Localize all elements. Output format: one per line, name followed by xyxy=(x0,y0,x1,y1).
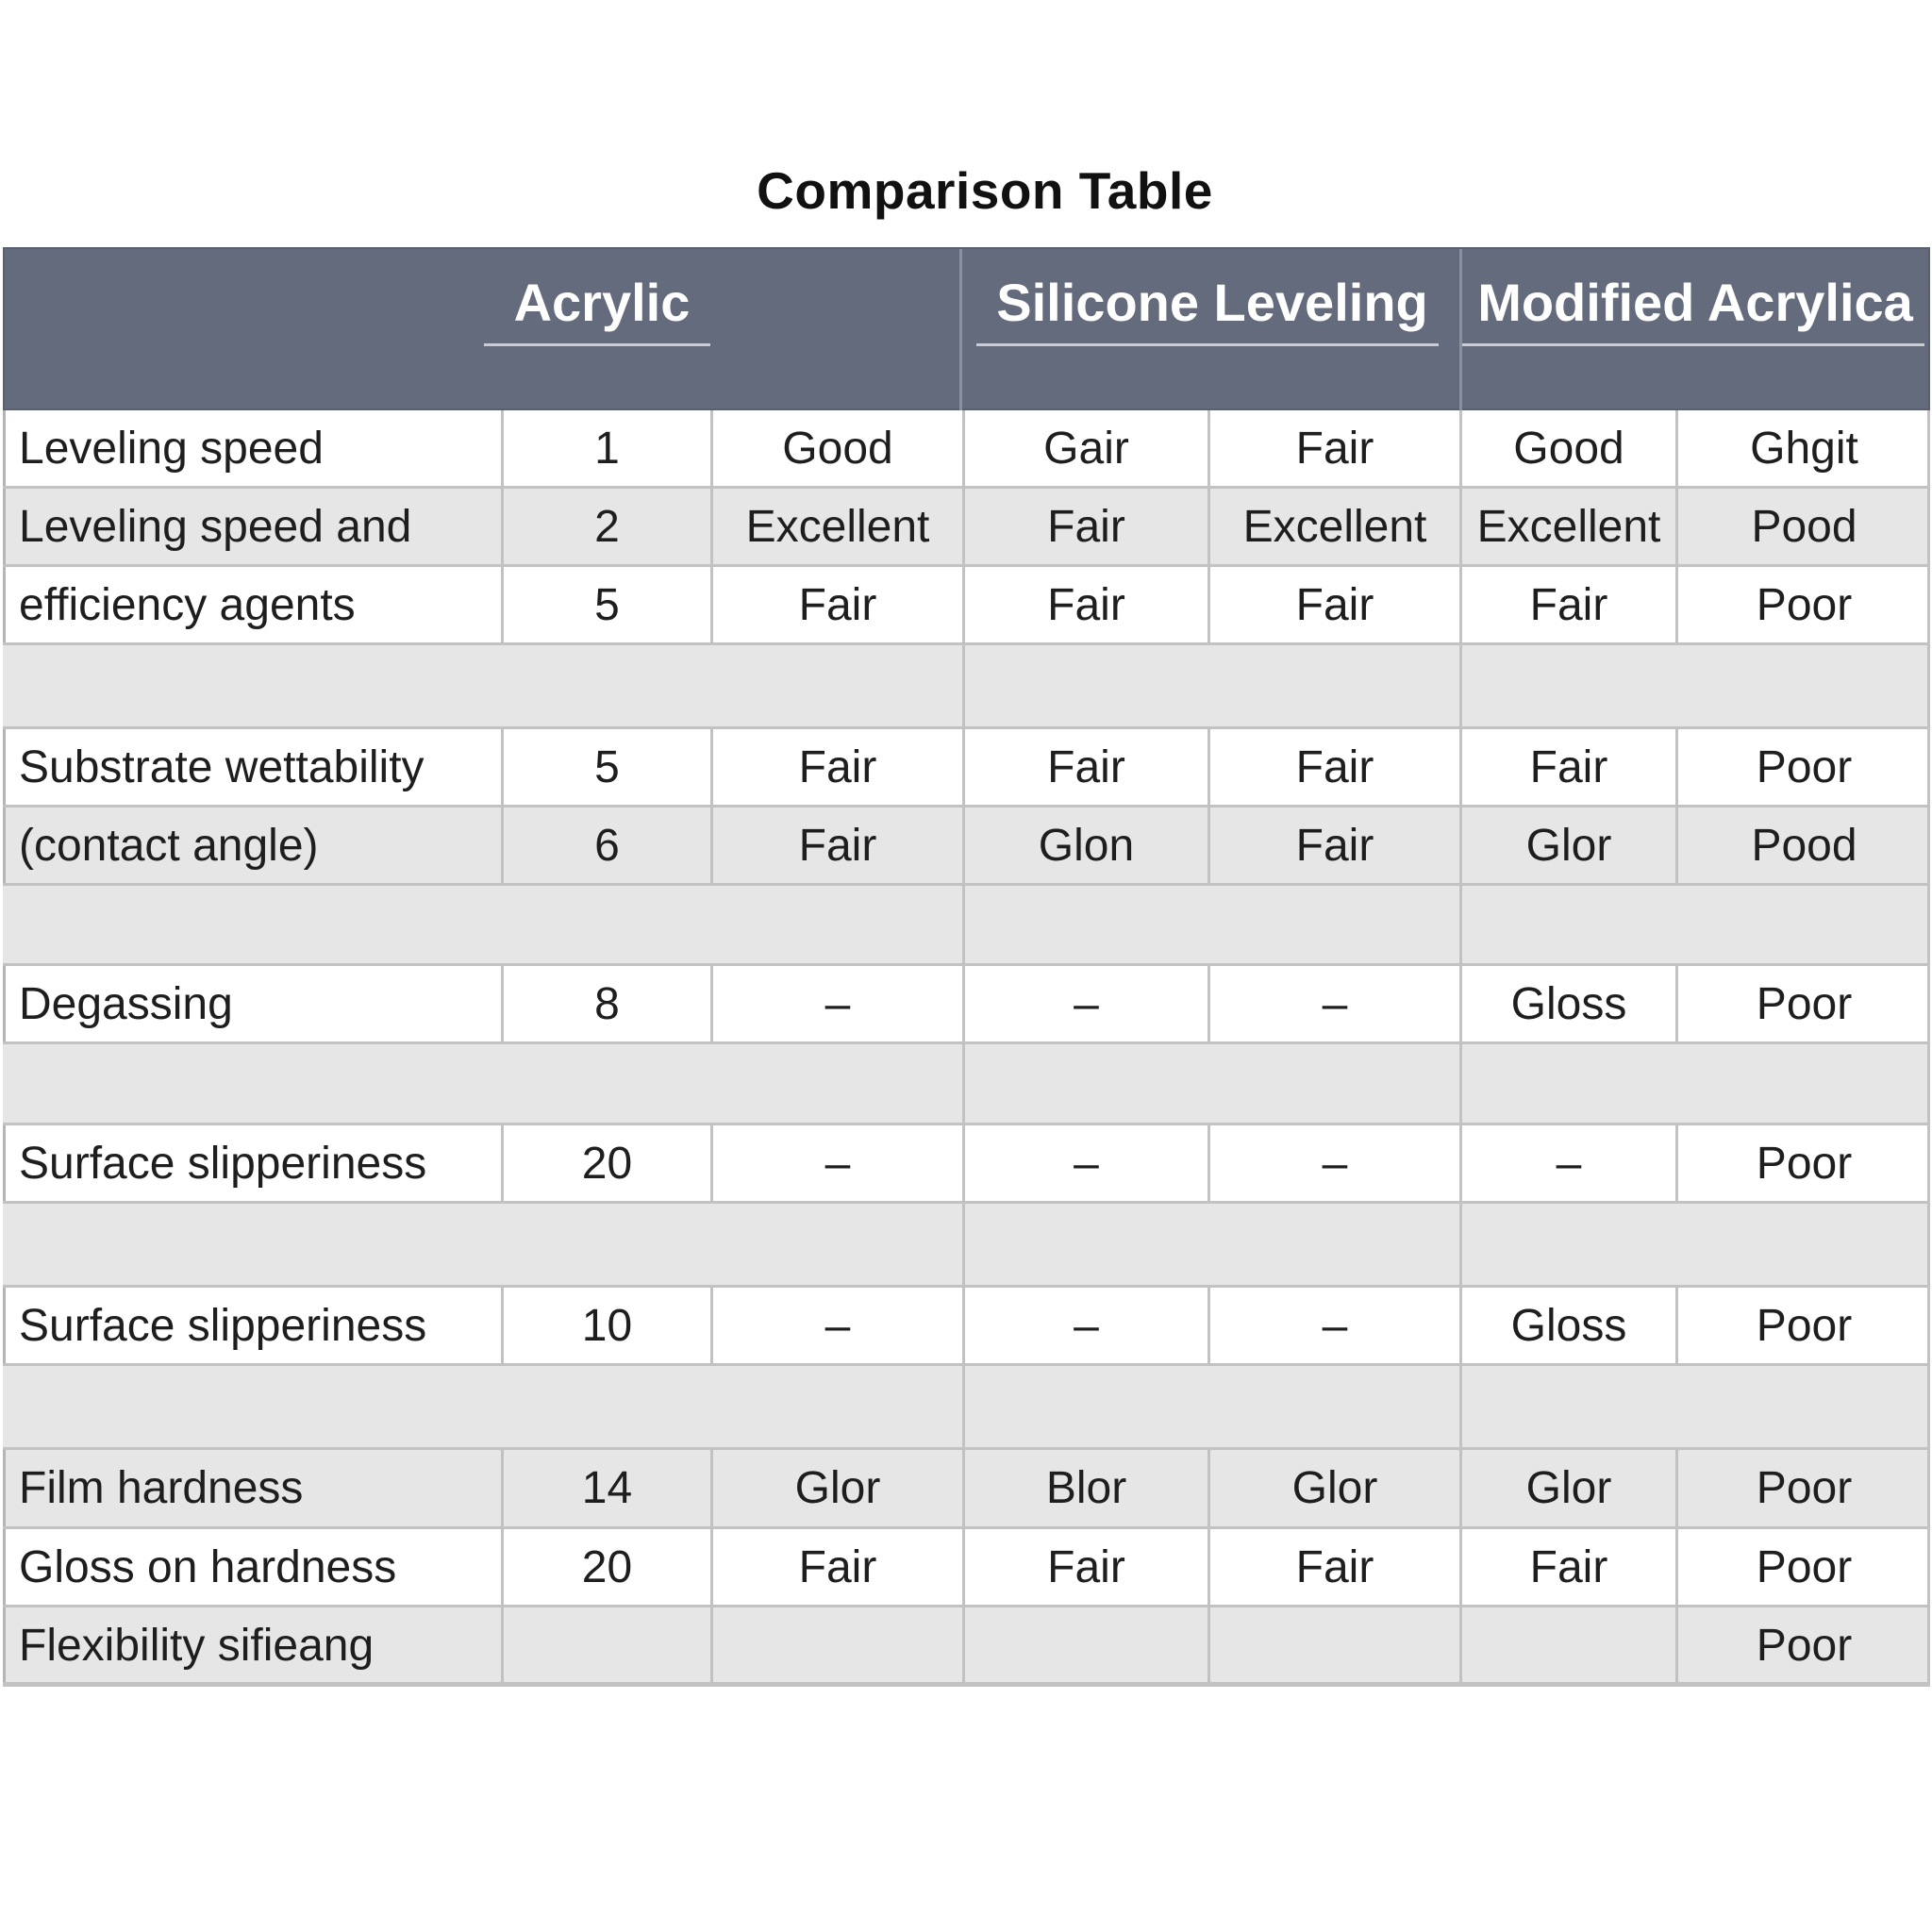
table-spacer-row xyxy=(3,1204,1930,1288)
column-group-underline xyxy=(1462,343,1924,346)
table-row xyxy=(3,1607,1930,1687)
row-label: Surface slipperiness xyxy=(3,1288,501,1363)
table-cell: Fair xyxy=(1459,1529,1675,1605)
table-cell: Ghgit xyxy=(1675,410,1930,486)
table-cell: Fair xyxy=(710,567,962,642)
table-row xyxy=(3,410,1930,489)
row-label: Film hardness xyxy=(3,1450,501,1526)
table-cell: Pood xyxy=(1675,808,1930,883)
table-spacer-row xyxy=(3,1044,1930,1125)
table-cell: 8 xyxy=(501,966,710,1041)
table-cell: Fair xyxy=(962,567,1208,642)
table-cell: – xyxy=(1208,1125,1459,1201)
table-cell: Fair xyxy=(962,1529,1208,1605)
table-cell: Fair xyxy=(1208,1529,1459,1605)
table-cell: Glor xyxy=(1208,1450,1459,1526)
table-cell: Excellent xyxy=(1208,489,1459,564)
column-group-underline xyxy=(484,343,710,346)
table-cell: 5 xyxy=(501,729,710,805)
table-cell: Blor xyxy=(962,1450,1208,1526)
table-cell: Fair xyxy=(1459,567,1675,642)
row-label: Gloss on hardness xyxy=(3,1529,501,1605)
table-spacer-row xyxy=(3,886,1930,966)
table-cell xyxy=(962,1607,1208,1684)
table-row xyxy=(3,808,1930,886)
table-cell: – xyxy=(1459,1125,1675,1201)
row-label: Flexibility sifieang xyxy=(3,1607,501,1684)
table-cell xyxy=(501,1607,710,1684)
table-cell: 6 xyxy=(501,808,710,883)
table-cell: Fair xyxy=(1208,729,1459,805)
row-label: Substrate wettability xyxy=(3,729,501,805)
table-header xyxy=(3,247,1930,410)
table-cell: – xyxy=(710,966,962,1041)
table-cell: – xyxy=(1208,966,1459,1041)
table-cell: Fair xyxy=(710,1529,962,1605)
table-cell: – xyxy=(710,1288,962,1363)
table-cell: Glor xyxy=(710,1450,962,1526)
table-cell: Gair xyxy=(962,410,1208,486)
table-cell: Excellent xyxy=(1459,489,1675,564)
row-label: Leveling speed and xyxy=(3,489,501,564)
table-cell: Poor xyxy=(1675,567,1930,642)
table-cell: Good xyxy=(1459,410,1675,486)
table-cell: Poor xyxy=(1675,1125,1930,1201)
spacer-divider xyxy=(1459,645,1462,726)
table-row xyxy=(3,489,1930,567)
table-cell: Glon xyxy=(962,808,1208,883)
table-spacer-row xyxy=(3,645,1930,729)
table-cell: – xyxy=(962,966,1208,1041)
table-cell: Fair xyxy=(1208,567,1459,642)
table-cell: Fair xyxy=(1208,808,1459,883)
header-divider xyxy=(959,249,962,412)
table-cell: Poor xyxy=(1675,1288,1930,1363)
table-cell: Fair xyxy=(1459,729,1675,805)
table-cell: Fair xyxy=(710,729,962,805)
table-cell: Excellent xyxy=(710,489,962,564)
spacer-divider xyxy=(962,1044,965,1123)
table-cell xyxy=(710,1607,962,1684)
column-group-acrylic: Acrylic xyxy=(513,273,691,332)
comparison-table xyxy=(3,247,1930,1685)
table-row xyxy=(3,567,1930,645)
table-row xyxy=(3,729,1930,808)
table-row xyxy=(3,1529,1930,1607)
column-group-underline xyxy=(976,343,1439,346)
table-cell: 1 xyxy=(501,410,710,486)
table-cell: Fair xyxy=(962,729,1208,805)
table-cell: Glor xyxy=(1459,808,1675,883)
table-row xyxy=(3,966,1930,1044)
table-cell xyxy=(1208,1607,1459,1684)
table-cell: – xyxy=(1208,1288,1459,1363)
table-cell: 10 xyxy=(501,1288,710,1363)
table-row xyxy=(3,1125,1930,1204)
table-cell: 20 xyxy=(501,1125,710,1201)
table-cell: 5 xyxy=(501,567,710,642)
page-title: Comparison Table xyxy=(757,161,1213,220)
table-spacer-row xyxy=(3,1366,1930,1450)
table-cell: Poor xyxy=(1675,729,1930,805)
column-group-silicone-leveling: Silicone Leveling xyxy=(996,273,1428,332)
table-cell: Poor xyxy=(1675,1529,1930,1605)
table-cell: Glor xyxy=(1459,1450,1675,1526)
table-cell: Poor xyxy=(1675,1450,1930,1526)
header-divider xyxy=(1459,249,1462,412)
table-cell: Good xyxy=(710,410,962,486)
row-label: Leveling speed xyxy=(3,410,501,486)
table-cell: Poor xyxy=(1675,966,1930,1041)
table-cell: Fair xyxy=(710,808,962,883)
spacer-divider xyxy=(962,886,965,963)
table-row xyxy=(3,1450,1930,1529)
table-cell: Pood xyxy=(1675,489,1930,564)
spacer-divider xyxy=(962,1204,965,1285)
row-label: efficiency agents xyxy=(3,567,501,642)
table-cell: – xyxy=(962,1288,1208,1363)
spacer-divider xyxy=(962,1366,965,1447)
row-label: (contact angle) xyxy=(3,808,501,883)
table-cell xyxy=(1459,1607,1675,1684)
table-cell: Fair xyxy=(1208,410,1459,486)
table-row xyxy=(3,1288,1930,1366)
table-cell: 14 xyxy=(501,1450,710,1526)
row-label: Surface slipperiness xyxy=(3,1125,501,1201)
table-cell: 2 xyxy=(501,489,710,564)
spacer-divider xyxy=(1459,1044,1462,1123)
column-group-modified-acrylica: Modified Acrylica xyxy=(1477,273,1913,332)
table-cell: 20 xyxy=(501,1529,710,1605)
spacer-divider xyxy=(1459,886,1462,963)
spacer-divider xyxy=(962,645,965,726)
table-cell: Gloss xyxy=(1459,966,1675,1041)
spacer-divider xyxy=(1459,1204,1462,1285)
row-label: Degassing xyxy=(3,966,501,1041)
table-cell: – xyxy=(962,1125,1208,1201)
table-cell: Gloss xyxy=(1459,1288,1675,1363)
table-cell: Fair xyxy=(962,489,1208,564)
spacer-divider xyxy=(1459,1366,1462,1447)
table-cell: Poor xyxy=(1675,1607,1930,1684)
table-cell: – xyxy=(710,1125,962,1201)
